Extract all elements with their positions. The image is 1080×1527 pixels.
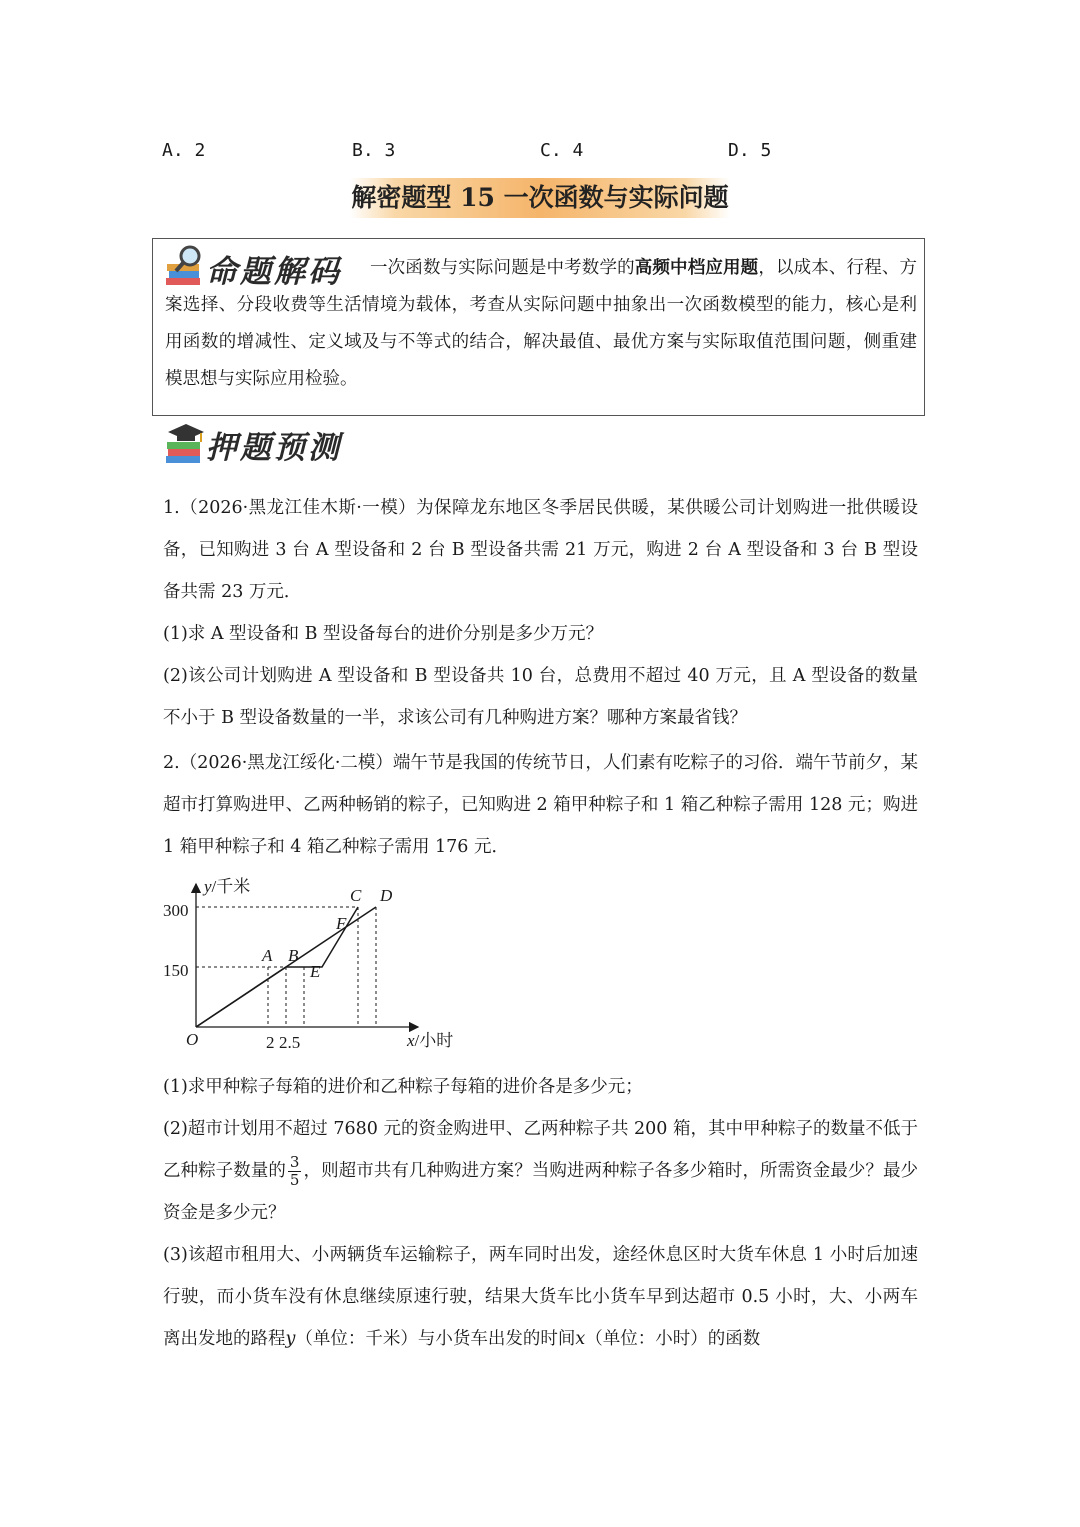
question-2-parts	[163, 1066, 918, 1360]
option-b: B. 3	[352, 140, 396, 161]
x-axis-label: x/小时	[407, 1031, 454, 1050]
logo-label: 押题预测	[206, 430, 342, 466]
point-label-d: D	[380, 886, 393, 905]
question-2	[163, 742, 918, 868]
y-tick-300: 300	[163, 901, 189, 920]
q2-part-3: (3)该超市租用大、小两辆货车运输粽子，两车同时出发，途经休息区时大货车休息 1 小时后加速行驶，而小货车没有休息继续原速行驶，结果大货车比小货车早到达超市 0.5 小时，大、小两车离出发地的路程y（单位：千米）与小货车出发的时间x（单位：小时）的函数	[163, 1245, 918, 1349]
q2-part-1: (1)求甲种粽子每箱的进价和乙种粽子每箱的进价各是多少元；	[163, 1077, 643, 1097]
q2-stem: 2.（2026·黑龙江绥化·二模）端午节是我国的传统节日，人们素有吃粽子的习俗．端午节前夕，某超市打算购进甲、乙两种畅销的粽子，已知购进 2 箱甲种粽子和 1 箱乙种粽子需用 128 元；购进 1 箱甲种粽子和 4 箱乙种粽子需用 176 元．	[163, 753, 918, 857]
q1-part-2: (2)该公司计划购进 A 型设备和 B 型设备共 10 台，总费用不超过 40 万元，且 A 型设备的数量不小于 B 型设备数量的一半，求该公司有几种购进方案？哪种方案最省钱？	[163, 666, 918, 728]
distance-time-chart	[160, 872, 470, 1062]
q2-part-2: (2)超市计划用不超过 7680 元的资金购进甲、乙两种粽子共 200 箱，其中甲种粽子的数量不低于乙种粽子数量的 $\frac{3}{5}$ ，则超市共有几种购进方案？当购进两种粽子各多少箱时，所需资金最少？最少资金是多少元？	[163, 1119, 919, 1223]
point-label-c: C	[350, 886, 362, 905]
question-1	[163, 487, 918, 739]
fraction-three-fifths: $\frac{3}{5}$	[289, 1153, 300, 1189]
origin-label: O	[186, 1030, 199, 1049]
y-axis-label: y/千米	[204, 877, 251, 896]
option-c: C. 4	[540, 140, 584, 161]
intro-pre: 一次函数与实际问题是中考数学的	[370, 258, 635, 278]
x-tick-2-5: 2.5	[279, 1033, 301, 1052]
intro-bold: 高频中档应用题	[634, 258, 759, 278]
point-label-b: B	[288, 946, 299, 965]
section-title: 解密题型 15 一次函数与实际问题	[350, 178, 730, 218]
option-a: A. 2	[162, 140, 206, 161]
point-label-a: A	[262, 946, 273, 965]
intro-post: ，以成本、行程、方案选择、分段收费等生活情境为载体，考查从实际问题中抽象出一次函数模型的能力，核心是利用函数的增减性、定义域及与不等式的结合，解决最值、最优方案与实际取值范围问题，侧重建模思想与实际应用检验。	[165, 258, 918, 389]
graduation-cap-books-icon	[164, 420, 206, 468]
point-label-f: F	[336, 914, 347, 933]
logo-label: 命题解码	[206, 254, 342, 290]
answer-options	[162, 140, 922, 166]
intro-paragraph	[165, 250, 917, 398]
point-label-e: E	[310, 962, 321, 981]
logo-yati-yuce	[164, 420, 369, 470]
x-tick-2: 2	[266, 1033, 275, 1052]
option-d: D. 5	[728, 140, 772, 161]
y-tick-150: 150	[163, 961, 189, 980]
q1-part-1: (1)求 A 型设备和 B 型设备每台的进价分别是多少万元？	[163, 624, 604, 644]
q1-stem: 1.（2026·黑龙江佳木斯·一模）为保障龙东地区冬季居民供暖，某供暖公司计划购进一批供暖设备，已知购进 3 台 A 型设备和 2 台 B 型设备共需 21 万元，购进 2 台 A 型设备和 3 台 B 型设备共需 23 万元．	[163, 498, 918, 602]
